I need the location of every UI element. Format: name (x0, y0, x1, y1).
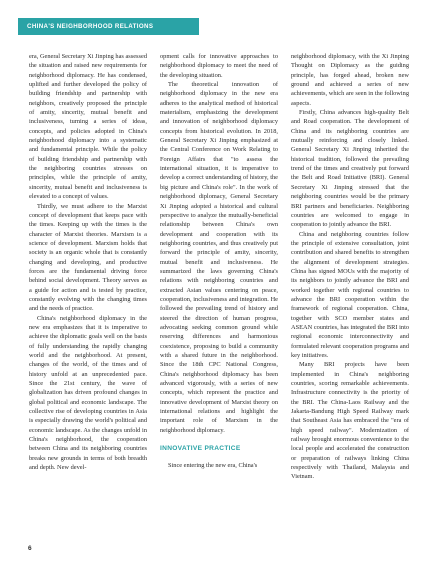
section-header-label: CHINA'S NEIGHBORHOOD RELATIONS (27, 23, 154, 30)
text-column-2 (160, 52, 278, 557)
paragraph: era, General Secretary Xi Jinping has assessed the situation and raised new requirements for neighborhood diplomacy. He has condensed, uplifted and further developed the policy of building friendship and partnership with neighbors, creatively proposed the principle of amity, sincerity, mutual benefit and inclusiveness, turning a series of ideas, concepts, and policies adopted in China's neighborhood diplomacy into a systematic and fundamental principle. While the policy of building friendship and partnership with the neighboring countries stresses on principles, while the principle of amity, sincerity, mutual benefit and inclusiveness is elevated to a concept of values. (29, 53, 147, 201)
text-column-1 (29, 52, 147, 557)
paragraph: Many BRI projects have been implemented in China's neighboring countries, scoring remarkable achievements. Infrastructure connectivity is the priority of the BRI. The China-Laos Railway and the Jakarta-Bandung High Speed Railway mark that Southeast Asia has embraced the "era of high speed railway". Modernization of railway brought enormous convenience to the local people and accelerated the construction or preparation of railways linking China respectively with Thailand, Malaysia and Vietnam. (291, 361, 409, 481)
paragraph: China's neighborhood diplomacy in the new era emphasizes that it is imperative to achieve the diplomatic goals well on the basis of fully understanding the rapidly changing world and the neighborhood. At present, changes of the world, of the times and of history unfold at an unprecedented pace. Since the 21st century, the wave of globalization has driven profound changes in global political and economic landscape. The collective rise of developing countries in Asia is especially drawing the world's political and economic landscape. As the changes unfold in China's neighborhood, the cooperation between China and its neighboring countries breaks new grounds in terms of both breadth and depth. New devel- (29, 314, 147, 472)
paragraph: Since entering the new era, China's (168, 462, 258, 470)
text-column-3 (291, 52, 409, 557)
paragraph: neighborhood diplomacy, with the Xi Jinping Thought on Diplomacy as the guiding principle, has forged ahead, broken new ground and achieved a series of new achievements, which are seen in the following aspects. (291, 53, 409, 107)
paragraph: China and neighboring countries follow the principle of extensive consultation, joint contribution and shared benefits to strengthen the alignment of development strategies. China has signed MOUs with the majority of its neighbors to jointly advance the BRI and worked together with regional countries to advance the BRI cooperation within the framework of regional cooperation. China, together with SCO member states and ASEAN countries, has integrated the BRI into regional economic interconnectivity and formulated relevant cooperation programs and key initiatives. (291, 230, 409, 359)
section-header-band (18, 18, 199, 35)
paragraph: opment calls for innovative approaches to neighborhood diplomacy to meet the need of the developing situation. (160, 53, 278, 79)
page-number: 6 (28, 545, 32, 552)
article-body (29, 52, 409, 557)
paragraph: Thirdly, we must adhere to the Marxist concept of development that keeps pace with the times. Keeping up with the times is the character of Marxist theories. Marxism is a science of development. Marxism holds that society is an organic whole that is constantly changing and developing, and productive forces are the fundamental driving force behind social development. Theory serves as a guide for action and is tested by practice, constantly evolving with the changing times and the needs of practice. (29, 202, 147, 313)
paragraph: Firstly, China advances high-quality Belt and Road cooperation. The development of China and its neighboring countries are mutually reinforcing and closely linked. General Secretary Xi Jinping inherited the historical tradition, followed the prevailing trend of the times and creatively put forward the Belt and Road Initiative (BRI). General Secretary Xi Jinping stressed that the neighboring countries would be the primary BRI partners and beneficiaries. Neighboring countries are welcomed to engage in cooperation to jointly advance the BRI. (291, 109, 409, 229)
section-heading: INNOVATIVE PRACTICE (160, 445, 241, 453)
paragraph: The theoretical innovation of neighborhood diplomacy in the new era adheres to the analytical method of historical materialism, emphasizing the development and innovation of neighborhood diplomacy concepts from historical evolution. In 2018, General Secretary Xi Jinping emphasized at the Central Conference on Work Relating to Foreign Affairs that "to assess the international situation, it is imperative to develop a correct understanding of history, the big picture and China's role". In the work of neighborhood diplomacy, General Secretary Xi Jinping adopted a historical and cultural perspective to analyze the mutually-beneficial relationship between China's own development and cooperation with its neighboring countries, and thus creatively put forward the principle of amity, sincerity, mutual benefit and inclusiveness. He summarized the laws governing China's relations with neighboring countries and extracted Asian values centering on peace, cooperation, inclusiveness and integration. He followed the prevailing trend of history and steered the direction of human progress, advocating seeking common ground while reserving differences and harmonious coexistence, proposing to build a community with a shared future in the neighborhood. Since the 18th CPC National Congress, China's neighborhood diplomacy has been advanced vigorously, with a series of new concepts, which represent the practice and innovative development of Marxist theory on international relations and highlight the important role of Marxism in the neighborhood diplomacy. (160, 81, 278, 434)
